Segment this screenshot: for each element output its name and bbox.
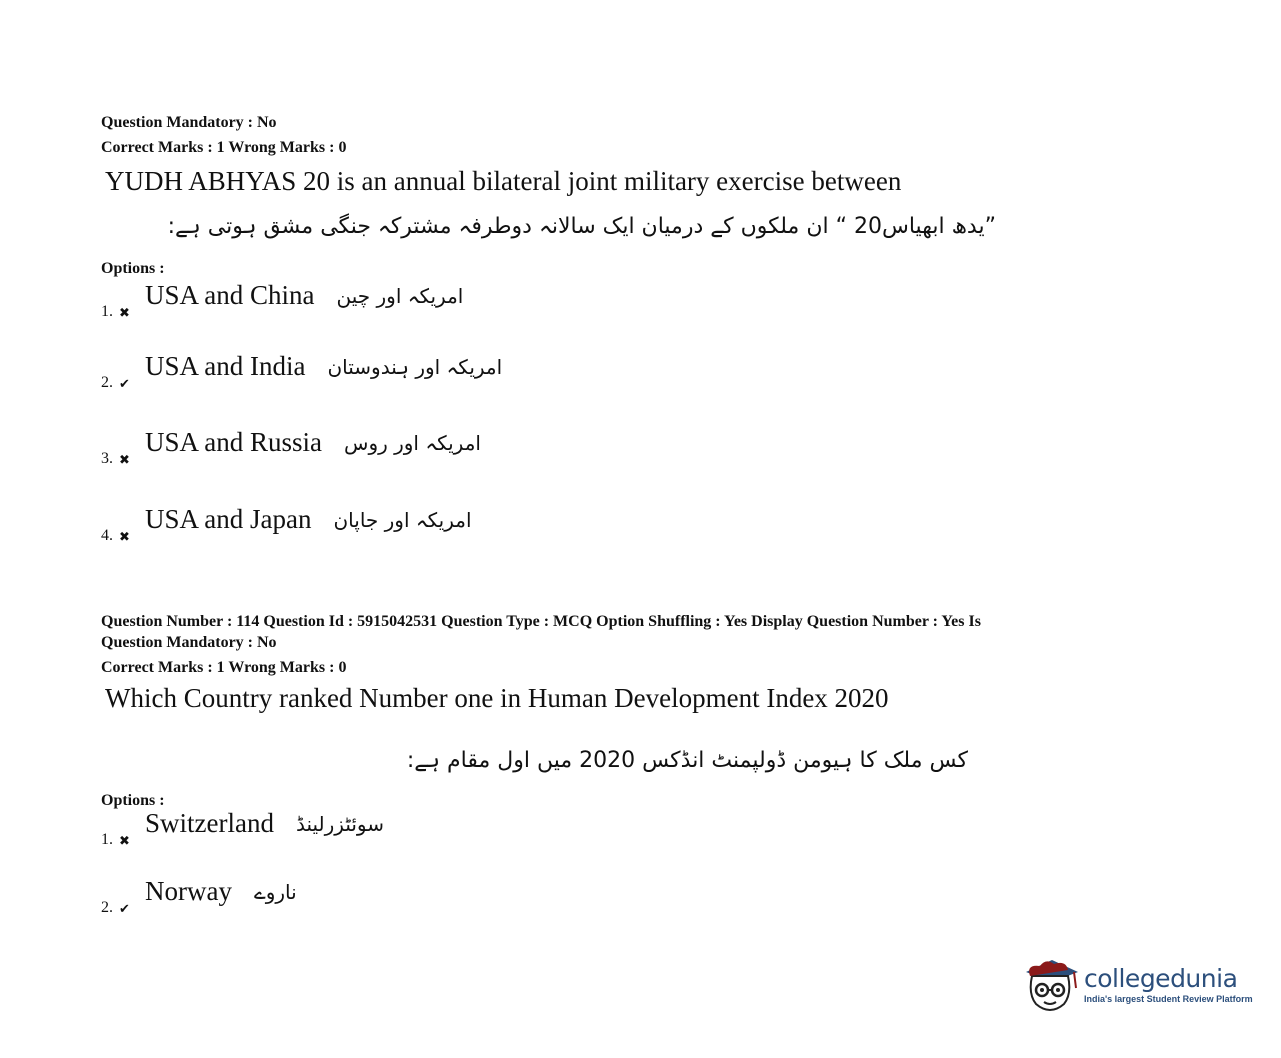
logo-name: collegedunia xyxy=(1084,964,1238,993)
q2-text-ur: کس ملک کا ہیومن ڈولپمنٹ انڈکس 2020 میں اول مقام ہے: xyxy=(406,748,968,773)
wrong-mark-icon: ✖ xyxy=(119,452,130,467)
option-text-ur: ناروے xyxy=(253,879,297,904)
q1-marks: Correct Marks : 1 Wrong Marks : 0 xyxy=(101,139,347,156)
q1-options-label: Options : xyxy=(101,260,165,277)
option-number: 4. xyxy=(101,527,113,544)
option-text-en: USA and China xyxy=(145,280,315,310)
option-number: 1. xyxy=(101,831,113,848)
option-number: 3. xyxy=(101,450,113,467)
option-text-en: USA and Russia xyxy=(145,427,323,457)
option-text-ur: امریکہ اور روس xyxy=(344,430,481,455)
q2-text-en: Which Country ranked Number one in Human Development Index 2020 xyxy=(105,683,889,713)
q2-mandatory: Question Mandatory : No xyxy=(101,634,277,651)
q2-marks: Correct Marks : 1 Wrong Marks : 0 xyxy=(101,659,347,676)
q1-mandatory: Question Mandatory : No xyxy=(101,114,277,131)
option-text-en: Norway xyxy=(145,876,232,906)
correct-mark-icon: ✔ xyxy=(119,376,130,391)
q2-header: Question Number : 114 Question Id : 5915042531 Question Type : MCQ Option Shuffling : Yes Display Question Number : Yes Is xyxy=(101,613,981,630)
q1-option-2[interactable] xyxy=(101,351,503,392)
option-text-ur: سوئٹزرلینڈ xyxy=(295,811,385,836)
q1-option-3[interactable] xyxy=(101,427,481,468)
wrong-mark-icon: ✖ xyxy=(119,305,130,320)
q1-text-en: YUDH ABHYAS 20 is an annual bilateral joint military exercise between xyxy=(105,166,902,196)
option-number: 1. xyxy=(101,303,113,320)
q1-text-ur: ”یدھ ابھیاس20 “ ان ملکوں کے درمیان ایک سالانہ دوطرفہ مشترکہ جنگی مشق ہوتی ہے: xyxy=(167,214,996,239)
option-text-ur: امریکہ اور چین xyxy=(336,283,464,308)
option-text-ur: امریکہ اور جاپان xyxy=(333,507,472,532)
logo-tagline: India's largest Student Review Platform xyxy=(1084,994,1253,1004)
option-text-ur: امریکہ اور ہندوستان xyxy=(327,354,503,379)
q2-options-label: Options : xyxy=(101,792,165,809)
option-text-en: USA and Japan xyxy=(145,504,312,534)
option-text-en: Switzerland xyxy=(145,808,274,838)
option-text-en: USA and India xyxy=(145,351,306,381)
graduate-face-icon xyxy=(1022,954,1080,1016)
collegedunia-logo xyxy=(1022,954,1253,1016)
option-number: 2. xyxy=(101,374,113,391)
wrong-mark-icon: ✖ xyxy=(119,833,130,848)
wrong-mark-icon: ✖ xyxy=(119,529,130,544)
option-number: 2. xyxy=(101,899,113,916)
q2-option-1[interactable] xyxy=(101,808,385,849)
q2-option-2[interactable] xyxy=(101,876,297,917)
q1-option-1[interactable] xyxy=(101,280,464,321)
q1-option-4[interactable] xyxy=(101,504,472,545)
correct-mark-icon: ✔ xyxy=(119,901,130,916)
